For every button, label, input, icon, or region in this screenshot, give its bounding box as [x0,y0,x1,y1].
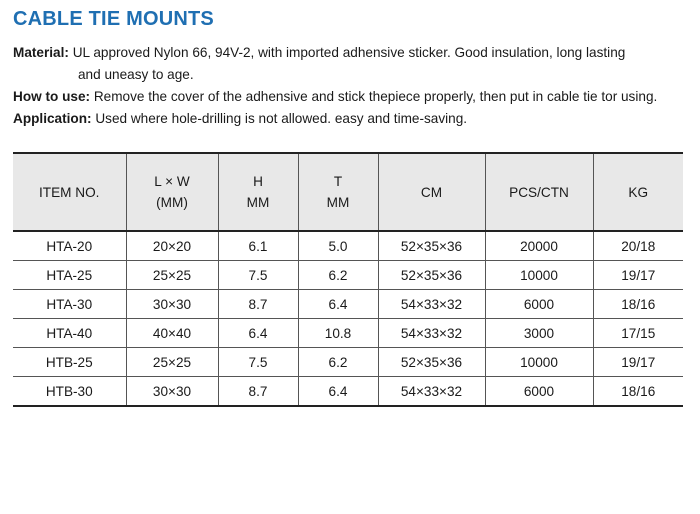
cell-pcs-ctn: 10000 [485,261,593,290]
table-row [13,290,683,319]
cell-lxw: 25×25 [126,348,218,377]
cell-h: 7.5 [218,261,298,290]
cell-t: 6.4 [298,290,378,319]
header-pcs-ctn: PCS/CTN [485,153,593,231]
cell-cm: 52×35×36 [378,231,485,261]
table-header-row [13,153,683,231]
cell-lxw: 40×40 [126,319,218,348]
application-label: Application: [13,111,92,126]
cell-t: 5.0 [298,231,378,261]
cell-cm: 54×33×32 [378,377,485,407]
product-description [13,42,693,130]
header-item-no: ITEM NO. [13,153,126,231]
material-text: UL approved Nylon 66, 94V-2, with imported adhensive sticker. Good insulation, long lasting [72,45,626,60]
how-to-use-label: How to use: [13,89,91,104]
cell-item-no: HTA-30 [13,290,126,319]
header-cm: CM [378,153,485,231]
cell-t: 6.2 [298,261,378,290]
cell-t: 6.4 [298,377,378,407]
cell-kg: 19/17 [593,348,683,377]
how-to-use-text: Remove the cover of the adhensive and stick thepiece properly, then put in cable tie tor using. [93,89,658,104]
cell-kg: 17/15 [593,319,683,348]
material-text-continued: and uneasy to age. [78,67,194,82]
cell-pcs-ctn: 10000 [485,348,593,377]
cell-lxw: 30×30 [126,290,218,319]
cell-pcs-ctn: 6000 [485,377,593,407]
cell-cm: 52×35×36 [378,348,485,377]
header-t: T MM [298,153,378,231]
cell-t: 6.2 [298,348,378,377]
table-row [13,261,683,290]
cell-item-no: HTA-40 [13,319,126,348]
cell-kg: 19/17 [593,261,683,290]
cell-kg: 18/16 [593,377,683,407]
cell-kg: 18/16 [593,290,683,319]
cell-item-no: HTB-25 [13,348,126,377]
cell-pcs-ctn: 20000 [485,231,593,261]
cell-lxw: 20×20 [126,231,218,261]
header-lxw: L × W (MM) [126,153,218,231]
material-line [13,42,693,64]
table-row [13,377,683,407]
spec-table [13,152,683,407]
cell-pcs-ctn: 6000 [485,290,593,319]
application-text: Used where hole-drilling is not allowed. easy and time-saving. [95,111,468,126]
application-line [13,108,693,130]
cell-h: 6.1 [218,231,298,261]
cell-item-no: HTB-30 [13,377,126,407]
cell-cm: 54×33×32 [378,290,485,319]
header-h: H MM [218,153,298,231]
how-to-use-line [13,86,693,108]
cell-item-no: HTA-20 [13,231,126,261]
cell-cm: 52×35×36 [378,261,485,290]
cell-item-no: HTA-25 [13,261,126,290]
cell-h: 8.7 [218,377,298,407]
cell-h: 8.7 [218,290,298,319]
cell-cm: 54×33×32 [378,319,485,348]
table-row [13,231,683,261]
table-row [13,319,683,348]
cell-h: 7.5 [218,348,298,377]
cell-kg: 20/18 [593,231,683,261]
material-label: Material: [13,45,69,60]
cell-t: 10.8 [298,319,378,348]
cell-lxw: 25×25 [126,261,218,290]
cell-pcs-ctn: 3000 [485,319,593,348]
cell-h: 6.4 [218,319,298,348]
table-row [13,348,683,377]
page-title: CABLE TIE MOUNTS [13,8,214,30]
cell-lxw: 30×30 [126,377,218,407]
header-kg: KG [593,153,683,231]
